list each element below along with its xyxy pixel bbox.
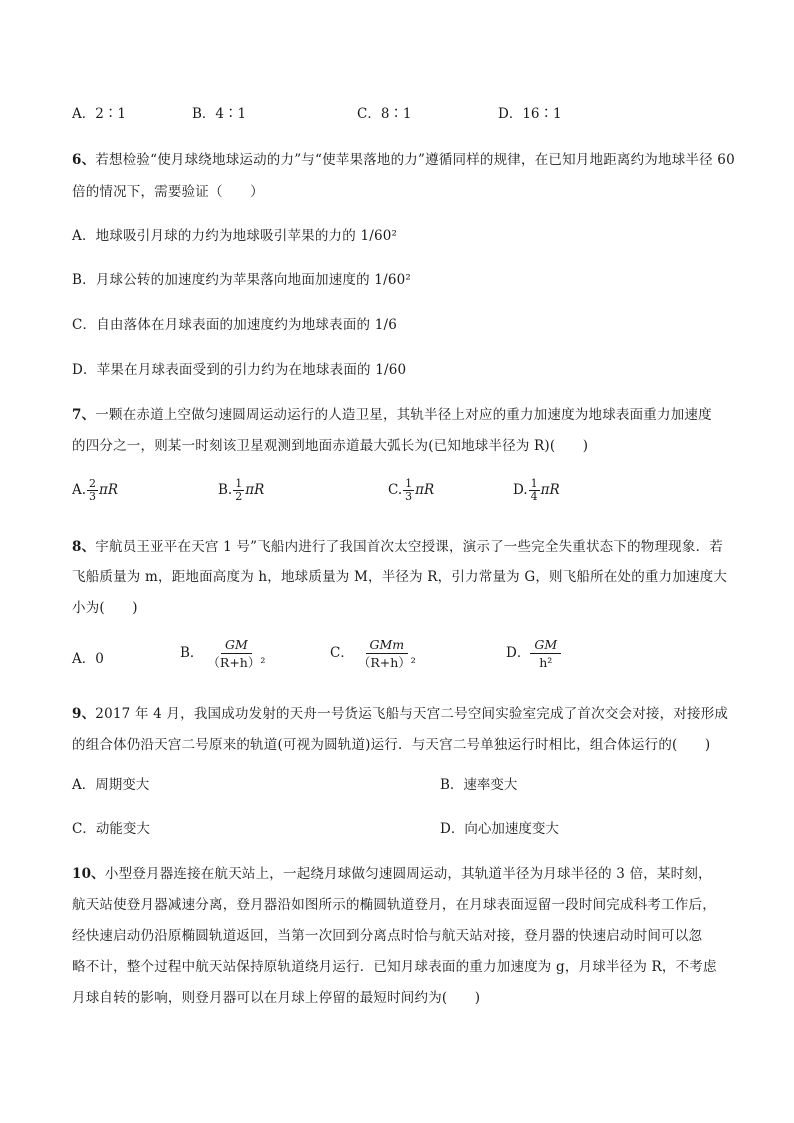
q6-stem-line1: 6、若想检验“使月球绕地球运动的力”与“使苹果落地的力”遵循同样的规律，在已知月地距离约为地球半径 60 xyxy=(72,152,735,168)
q7-number: 7、 xyxy=(72,407,96,423)
q8-stem-line1: 8、宇航员王亚平在天宫 1 号”飞船内进行了我国首次太空授课，演示了一些完全失重状态下的物理现象．若 xyxy=(72,539,723,555)
q8-option-d: D． $\frac{GM}{\text{h²}}$ xyxy=(506,636,561,671)
q8-stem-line3: 小为( ) xyxy=(72,600,138,616)
q9-option-b: B．速率变大 xyxy=(440,777,518,793)
q10-stem-line4: 略不计，整个过程中航天站保持原轨道绕月运行．已知月球表面的重力加速度为 g，月球半径为 R，不考虑 xyxy=(72,959,717,975)
q6-option-c: C．自由落体在月球表面的加速度约为地球表面的 1/6 xyxy=(72,317,398,333)
q6-option-a: A．地球吸引月球的力约为地球吸引苹果的力的 1/60² xyxy=(72,228,398,244)
q6-option-b: B．月球公转的加速度约为苹果落向地面加速度的 1/60² xyxy=(72,272,412,288)
q5-option-a: A．2∶1 xyxy=(72,106,126,122)
q10-stem-line1: 10、小型登月器连接在航天站上，一起绕月球做匀速圆周运动，其轨道半径为月球半径的 3 倍，某时刻， xyxy=(72,866,712,882)
q5-option-b: B．4∶1 xyxy=(192,106,247,122)
q9-stem-line2: 的组合体仍沿天宫二号原来的轨道(可视为圆轨道)运行．与天宫二号单独运行时相比，组合体运行的( ) xyxy=(72,737,711,753)
q7-option-a: A. $\frac{2}{3}$ πR xyxy=(72,477,119,503)
q10-number: 10、 xyxy=(72,866,105,882)
q8-stem-line2: 飞船质量为 m，距地面高度为 h，地球质量为 M，半径为 R，引力常量为 G，则飞船所在处的重力加速度大 xyxy=(72,569,728,585)
q5-option-d: D．16∶1 xyxy=(498,106,562,122)
q8-number: 8、 xyxy=(72,539,96,555)
q7-option-c: C. $\frac{1}{3}$ πR xyxy=(388,477,435,503)
q7-option-b: B. $\frac{1}{2}$ πR xyxy=(218,477,265,503)
q6-option-d: D．苹果在月球表面受到的引力约为在地球表面的 1/60 xyxy=(72,362,407,378)
q5-option-c: C．8∶1 xyxy=(357,106,412,122)
q7-option-d: D. $\frac{1}{4}$ πR xyxy=(513,477,560,503)
q8-option-c: C． $\frac{\text{GMm}}{\text{（R+h）²}}$ xyxy=(330,637,416,670)
q10-stem-line5: 月球自转的影响，则登月器可以在月球上停留的最短时间约为( ) xyxy=(72,990,481,1006)
q9-number: 9、 xyxy=(72,706,96,722)
q10-stem-line3: 经快速启动仍沿原椭圆轨道返回，当第一次回到分离点时恰与航天站对接，登月器的快速启动时间可以忽 xyxy=(72,928,703,944)
q10-stem-line2: 航天站使登月器减速分离，登月器沿如图所示的椭圆轨道登月，在月球表面逗留一段时间完成科考工作后， xyxy=(72,897,716,913)
q7-stem-line1: 7、一颗在赤道上空做匀速圆周运动运行的人造卫星，其轨半径上对应的重力加速度为地球表面重力加速度 xyxy=(72,407,712,423)
q9-option-a: A．周期变大 xyxy=(72,777,150,793)
q9-option-d: D．向心加速度变大 xyxy=(440,821,559,837)
q8-option-a: A．0 xyxy=(72,651,104,667)
q9-option-c: C．动能变大 xyxy=(72,821,150,837)
q6-number: 6、 xyxy=(72,152,96,168)
q8-option-b: B． $\frac{GM}{\text{（R+h）²}}$ xyxy=(180,637,266,670)
q9-stem-line1: 9、2017 年 4 月，我国成功发射的天舟一号货运飞船与天宫二号空间实验室完成了首次交会对接，对接形成 xyxy=(72,706,729,722)
q6-stem-line2: 倍的情况下，需要验证（ ） xyxy=(72,184,264,200)
q7-stem-line2: 的四分之一，则某一时刻该卫星观测到地面赤道最大弧长为(已知地球半径为 R)( ) xyxy=(72,438,589,454)
